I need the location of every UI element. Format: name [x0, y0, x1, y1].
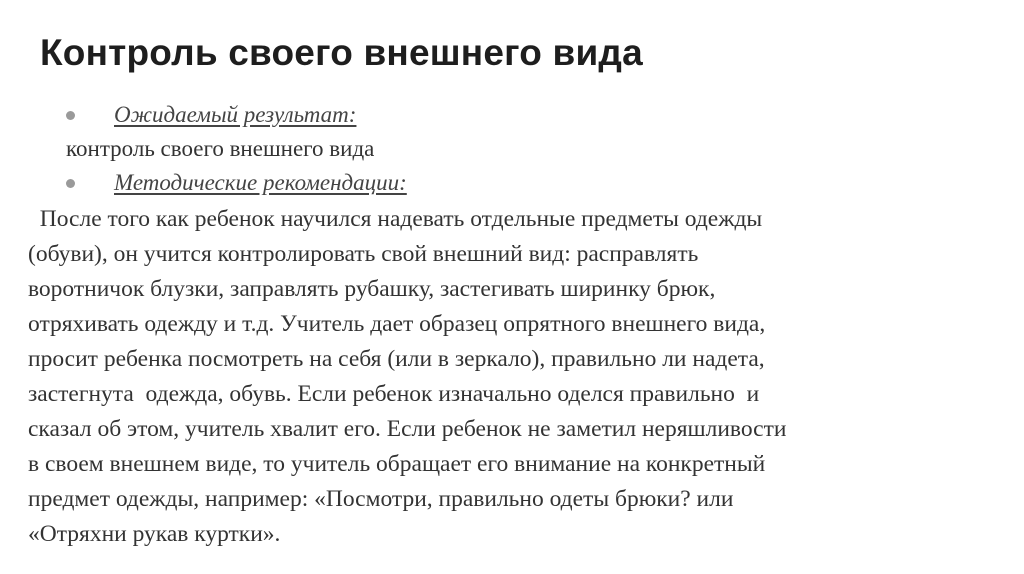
bullet-dot-icon — [66, 179, 75, 188]
paragraph-line: воротничок блузки, заправлять рубашку, застегивать ширинку брюк, — [28, 276, 716, 302]
paragraph-line: «Отряхни рукав куртки». — [28, 521, 281, 547]
bullet-label: Методические рекомендации: — [114, 170, 407, 195]
paragraph-line: сказал об этом, учитель хвалит его. Если ребенок не заметил неряшливости — [28, 416, 787, 442]
paragraph-line: отряхивать одежду и т.д. Учитель дает образец опрятного внешнего вида, — [28, 311, 766, 337]
expected-result-text: контроль своего внешнего вида — [66, 136, 375, 161]
paragraph-line: в своем внешнем виде, то учитель обращает его внимание на конкретный — [28, 451, 766, 477]
paragraph-line: После того как ребенок научился надевать отдельные предметы одежды — [28, 206, 763, 232]
recommendations-paragraph — [28, 202, 998, 552]
bullet-dot-icon — [66, 111, 75, 120]
paragraph-line: (обуви), он учится контролировать свой внешний вид: расправлять — [28, 241, 699, 267]
paragraph-line: просит ребенка посмотреть на себя (или в зеркало), правильно ли надета, — [28, 346, 765, 372]
bullet-label: Ожидаемый результат: — [114, 102, 357, 127]
slide-title: Контроль своего внешнего вида — [40, 32, 643, 73]
paragraph-line: предмет одежды, например: «Посмотри, правильно одеты брюки? или — [28, 486, 734, 512]
paragraph-line: застегнута одежда, обувь. Если ребенок изначально оделся правильно и — [28, 381, 760, 407]
